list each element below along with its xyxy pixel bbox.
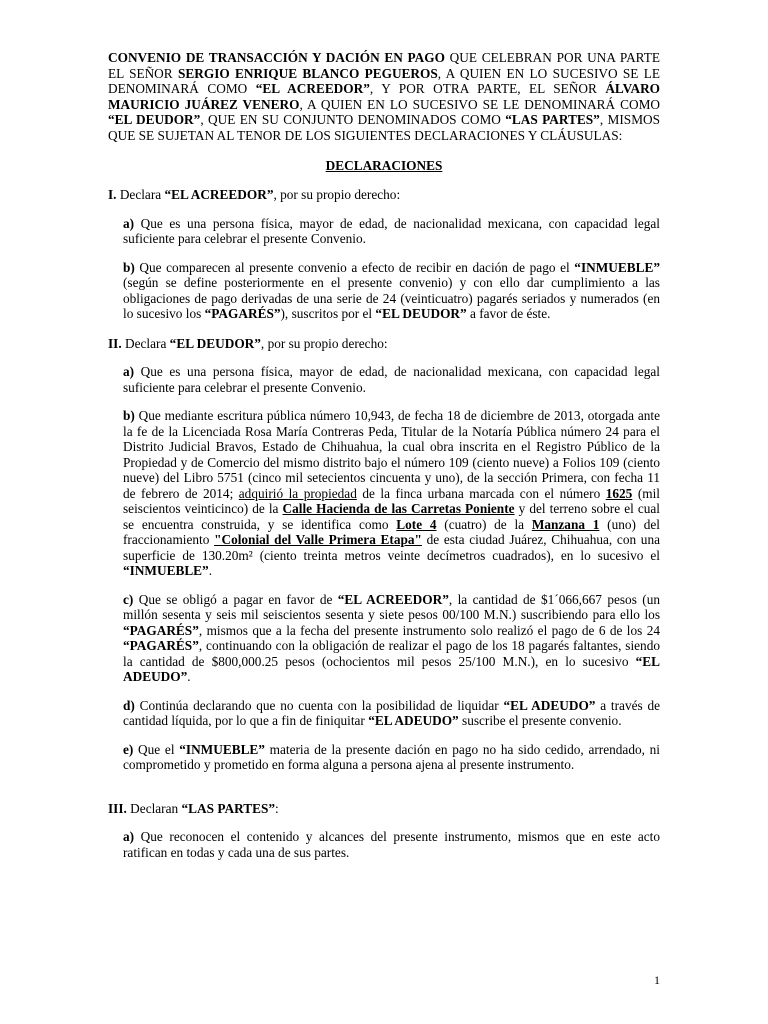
declaration-2b: b) Que mediante escritura pública número 10,943, de fecha 18 de diciembre de 2013, otorgada ante la fe de la Licenciada Rosa María Contreras Peda, Titular de la Notaría Pública número 24 para el Distrito Judicial Bravos, Estado de Chihuahua, la cual obra inscrita en el Registro Público de la Propiedad y de Comercio del mismo distrito bajo el número 109 (ciento nueve) a Folios 109 (ciento nueve) del Libro 5751 (cinco mil setecientos cincuenta y uno), de la sección Primera, con fecha 11 de febrero de 2014; adquirió la propiedad de la finca urbana marcada con el número 1625 (mil seiscientos veinticinco) de la Calle Hacienda de las Carretas Poniente y del terreno sobre el cual se encuentra construida, y se identifica como Lote 4 (cuatro) de la Manzana 1 (uno) del fraccionamiento "Colonial del Valle Primera Etapa" de esta ciudad Juárez, Chihuahua, con una superficie de 130.20m² (ciento treinta metros veinte decímetros cuadrados), en lo sucesivo el “INMUEBLE”. — [123, 408, 660, 579]
declaration-2c: c) Que se obligó a pagar en favor de “EL ACREEDOR”, la cantidad de $1´066,667 pesos (un millón sesenta y seis mil seiscientos sesenta y siete pesos 00/100 M.N.) suscribiendo para ello los “PAGARÉS”, mismos que a la fecha del presente instrumento solo realizó el pago de 6 de los 24 “PAGARÉS”, continuando con la obligación de realizar el pago de los 18 pagarés faltantes, siendo la cantidad de $800,000.25 pesos (ochocientos mil pesos 25/100 M.N.), en lo sucesivo “EL ADEUDO”. — [123, 591, 661, 685]
declaration-2d: d) Continúa declarando que no cuenta con la posibilidad de liquidar “EL ADEUDO” a través de cantidad líquida, por lo que a fin de finiquitar “EL ADEUDO” suscribe el presente convenio. — [123, 697, 660, 729]
intro-paragraph: CONVENIO DE TRANSACCIÓN Y DACIÓN EN PAGO QUE CELEBRAN POR UNA PARTE EL SEÑOR SERGIO ENRIQUE BLANCO PEGUEROS, A QUIEN EN LO SUCESIVO SE LE DENOMINARÁ COMO “EL ACREEDOR”, Y POR OTRA PARTE, EL SEÑOR ÁLVARO MAURICIO JUÁREZ VENERO, A QUIEN EN LO SUCESIVO SE LE DENOMINARÁ COMO “EL DEUDOR”, QUE EN SU CONJUNTO DENOMINADOS COMO “LAS PARTES”, MISMOS QUE SE SUJETAN AL TENOR DE LOS SIGUIENTES DECLARACIONES Y CLÁUSULAS: — [108, 50, 661, 143]
page-number: 1 — [654, 973, 660, 987]
declaration-2a: a) Que es una persona física, mayor de edad, de nacionalidad mexicana, con capacidad legal suficiente para celebrar el presente Convenio. — [123, 364, 660, 395]
declaration-1a: a) Que es una persona física, mayor de edad, de nacionalidad mexicana, con capacidad legal suficiente para celebrar el presente Convenio. — [123, 215, 660, 247]
declaration-section-2: II. Declara “EL DEUDOR”, por su propio derecho: — [108, 335, 388, 351]
declaration-2e: e) Que el “INMUEBLE” materia de la presente dación en pago no ha sido cedido, arrendado, ni comprometido y prometido en forma alguna a persona ajena al presente instrumento. — [123, 741, 660, 773]
document-page — [108, 50, 660, 860]
debtor-name: ÁLVARO MAURICIO JUÁREZ VENERO — [108, 81, 661, 112]
declaration-section-1: I. Declara “EL ACREEDOR”, por su propio derecho: — [108, 187, 401, 203]
declaration-3a: a) Que reconocen el contenido y alcances del presente instrumento, mismos que en este acto ratifican en todas y cada una de sus partes. — [123, 829, 660, 860]
declaration-section-3: III. Declaran “LAS PARTES”: — [108, 800, 279, 816]
contract-title: CONVENIO DE TRANSACCIÓN Y DACIÓN EN PAGO — [108, 50, 445, 65]
declarations-heading: DECLARACIONES — [325, 157, 443, 173]
creditor-name: SERGIO ENRIQUE BLANCO PEGUEROS — [177, 65, 438, 81]
declaration-1b: b) Que comparecen al presente convenio a efecto de recibir en dación de pago el “INMUEBLE” (según se define posteriormente en el presente convenio) y con ello dar cumplimiento a las obligaciones de pago derivadas de una serie de 24 (veinticuatro) pagarés seriados y numerados (en lo sucesivo los “PAGARÉS”), suscritos por el “EL DEUDOR” a favor de éste. — [123, 259, 660, 322]
